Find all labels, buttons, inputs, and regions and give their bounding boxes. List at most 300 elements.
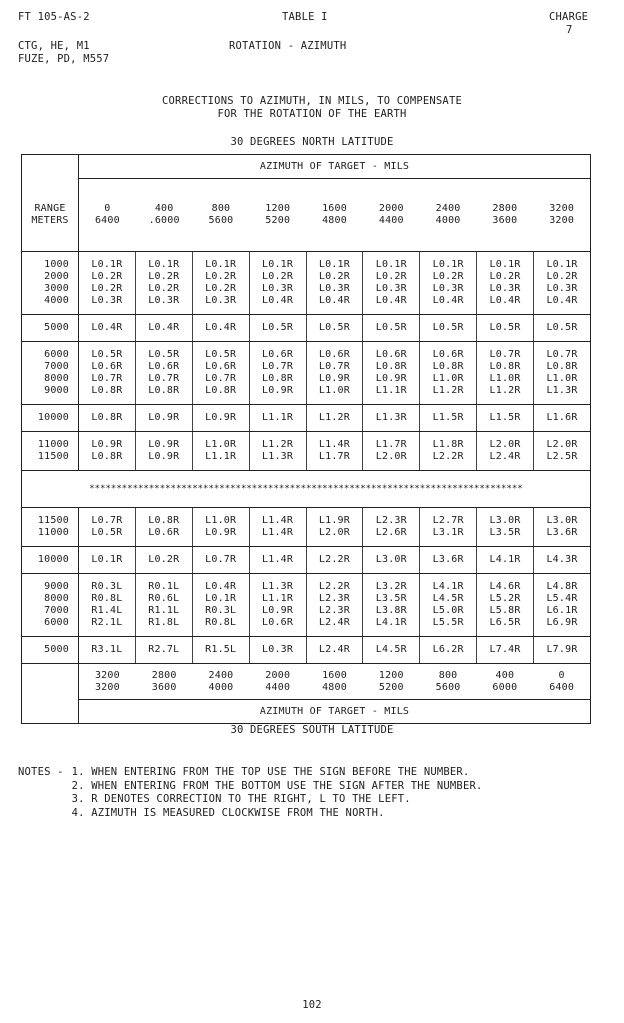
correction-value: L1.1R <box>262 593 294 604</box>
correction-cell <box>249 252 306 315</box>
correction-cell <box>477 508 534 547</box>
range-value: 8000 <box>44 593 69 604</box>
correction-value: L1.6R <box>546 412 578 423</box>
correction-value: R1.4L <box>91 605 123 616</box>
range-value: 5000 <box>44 322 69 333</box>
azimuth-value: 3200 <box>94 681 120 693</box>
hemisphere-separator-row <box>22 471 591 508</box>
top-azimuth-cells <box>79 179 591 252</box>
azimuth-value: 4000 <box>208 681 234 693</box>
azimuth-value: 2800 <box>151 669 177 681</box>
correction-value: L0.8R <box>91 451 123 462</box>
top-azimuth-col <box>249 203 306 227</box>
meters-label: METERS <box>31 214 69 226</box>
azimuth-value: 3600 <box>151 681 177 693</box>
correction-cell <box>534 342 591 405</box>
correction-value: L0.1R <box>205 593 237 604</box>
range-cell <box>22 574 79 637</box>
correction-value: L1.4R <box>262 515 294 526</box>
correction-value: L2.0R <box>546 439 578 450</box>
correction-value: L0.6R <box>262 617 294 628</box>
correction-value: L0.9R <box>91 439 123 450</box>
south-group-row <box>22 547 591 574</box>
correction-cell <box>363 637 420 664</box>
correction-value: L0.6R <box>262 349 294 360</box>
correction-value: L1.8R <box>432 439 464 450</box>
correction-cell <box>192 637 249 664</box>
correction-cell <box>420 637 477 664</box>
azimuth-value: 3200 <box>549 215 575 226</box>
range-cell <box>22 342 79 405</box>
correction-value: L0.9R <box>148 412 180 423</box>
range-value: 11000 <box>37 527 69 538</box>
correction-cell <box>192 574 249 637</box>
correction-cell <box>249 547 306 574</box>
correction-value: L1.5R <box>432 412 464 423</box>
correction-cell <box>534 405 591 432</box>
correction-value: L0.6R <box>432 349 464 360</box>
correction-value: L0.2R <box>489 271 521 282</box>
correction-value: L0.8R <box>148 515 180 526</box>
correction-value: L2.0R <box>318 527 350 538</box>
correction-cell <box>79 432 136 471</box>
correction-value: L4.3R <box>546 554 578 565</box>
azimuth-value: 400 <box>495 669 515 681</box>
range-value: 7000 <box>44 605 69 616</box>
correction-value: L1.4R <box>262 554 294 565</box>
doc-code: FT 105-AS-2 <box>18 11 90 23</box>
correction-cell <box>192 252 249 315</box>
correction-cell <box>420 405 477 432</box>
correction-value: L2.4R <box>318 617 350 628</box>
azimuth-value: 6000 <box>492 681 518 693</box>
correction-value: L0.6R <box>205 361 237 372</box>
azimuth-value: 0 <box>558 669 565 681</box>
correction-value: R3.1L <box>91 644 123 655</box>
correction-value: L1.2R <box>489 385 521 396</box>
azimuth-value: 3200 <box>549 203 575 214</box>
correction-cell <box>135 574 192 637</box>
correction-cell <box>79 342 136 405</box>
correction-cell <box>135 405 192 432</box>
correction-value: L5.5R <box>432 617 464 628</box>
correction-value: R0.8L <box>91 593 123 604</box>
bottom-azimuth-col <box>249 670 306 694</box>
correction-value: L0.5R <box>489 322 521 333</box>
correction-value: L0.3R <box>205 295 237 306</box>
correction-value: L0.8R <box>91 412 123 423</box>
correction-value: L0.1R <box>148 259 180 270</box>
correction-cell <box>363 432 420 471</box>
correction-value: L1.5R <box>489 412 521 423</box>
correction-cell <box>363 547 420 574</box>
top-azimuth-col <box>306 203 363 227</box>
correction-value: L2.5R <box>546 451 578 462</box>
correction-cell <box>477 432 534 471</box>
correction-cell <box>306 342 363 405</box>
azimuth-value: 800 <box>438 669 458 681</box>
correction-value: L4.1R <box>375 617 407 628</box>
azimuth-value: 4400 <box>265 681 291 693</box>
correction-value: L0.1R <box>91 259 123 270</box>
correction-value: L7.4R <box>489 644 521 655</box>
range-value: 9000 <box>44 385 69 396</box>
correction-value: L0.1R <box>375 259 407 270</box>
correction-value: L6.9R <box>546 617 578 628</box>
range-cell <box>22 547 79 574</box>
correction-value: R0.1L <box>148 581 180 592</box>
range-value: 7000 <box>44 361 69 372</box>
correction-value: L2.6R <box>375 527 407 538</box>
correction-value: L0.7R <box>205 554 237 565</box>
correction-value: L0.4R <box>546 295 578 306</box>
correction-value: L0.8R <box>546 361 578 372</box>
range-cell <box>22 315 79 342</box>
correction-value: L0.6R <box>148 361 180 372</box>
correction-cell <box>477 315 534 342</box>
correction-value: L0.2R <box>205 271 237 282</box>
correction-value: L0.7R <box>91 515 123 526</box>
azimuth-value: 2400 <box>435 203 461 214</box>
correction-cell <box>477 637 534 664</box>
correction-value: L0.2R <box>91 271 123 282</box>
cartridge-line: CTG, HE, M1 <box>18 40 90 52</box>
bottom-azimuth-col <box>79 670 136 694</box>
correction-value: L2.7R <box>432 515 464 526</box>
correction-value: R1.5L <box>205 644 237 655</box>
bottom-azimuth-col <box>193 670 250 694</box>
correction-value: L1.0R <box>318 385 350 396</box>
correction-value: L0.2R <box>432 271 464 282</box>
correction-value: L1.2R <box>318 412 350 423</box>
correction-value: L0.2R <box>318 271 350 282</box>
range-cell <box>22 252 79 315</box>
correction-value: L3.0R <box>489 515 521 526</box>
bottom-azimuth-col <box>420 670 477 694</box>
correction-value: L0.1R <box>546 259 578 270</box>
range-cell <box>22 405 79 432</box>
correction-value: L0.5R <box>318 322 350 333</box>
correction-cell <box>306 432 363 471</box>
correction-value: L2.0R <box>375 451 407 462</box>
correction-cell <box>79 315 136 342</box>
correction-value: L5.8R <box>489 605 521 616</box>
notes-section <box>18 766 483 820</box>
correction-value: L0.4R <box>318 295 350 306</box>
correction-cell <box>192 547 249 574</box>
correction-value: L0.8R <box>205 385 237 396</box>
correction-value: L7.9R <box>546 644 578 655</box>
azimuth-value: 4800 <box>322 215 347 226</box>
azimuth-value: 1600 <box>322 203 347 214</box>
correction-value: L1.3R <box>262 581 294 592</box>
bottom-azimuth-col <box>136 670 193 694</box>
correction-value: L0.9R <box>205 527 237 538</box>
charge-value: 7 <box>566 24 573 36</box>
azimuth-value: 5600 <box>435 681 461 693</box>
correction-value: R2.7L <box>148 644 180 655</box>
range-value: 11000 <box>37 439 69 450</box>
range-value: 5000 <box>44 644 69 655</box>
correction-value: L0.7R <box>91 373 123 384</box>
bottom-azimuth-cells <box>79 664 591 700</box>
intro-line-2: FOR THE ROTATION OF THE EARTH <box>217 108 407 120</box>
correction-cell <box>249 342 306 405</box>
south-group-row <box>22 574 591 637</box>
azimuth-value: 2000 <box>378 203 404 214</box>
azimuth-header-bottom: AZIMUTH OF TARGET - MILS <box>79 700 591 724</box>
correction-value: L0.9R <box>262 385 294 396</box>
correction-value: L1.0R <box>205 515 237 526</box>
correction-value: R0.3L <box>205 605 237 616</box>
correction-value: L2.2R <box>318 581 350 592</box>
correction-value: L0.2R <box>148 554 180 565</box>
correction-cell <box>79 252 136 315</box>
bottom-azimuth-row <box>22 664 591 700</box>
correction-value: L0.3R <box>262 283 294 294</box>
azimuth-value: 4000 <box>435 215 461 226</box>
correction-value: L2.3R <box>375 515 407 526</box>
correction-cell <box>249 574 306 637</box>
correction-value: R1.1L <box>148 605 180 616</box>
correction-value: L1.3R <box>375 412 407 423</box>
correction-value: L0.1R <box>205 259 237 270</box>
correction-cell <box>306 405 363 432</box>
correction-value: L0.1R <box>489 259 521 270</box>
correction-cell <box>534 315 591 342</box>
range-meters-label <box>22 179 79 252</box>
correction-cell <box>363 342 420 405</box>
correction-value: L0.4R <box>432 295 464 306</box>
correction-cell <box>306 574 363 637</box>
correction-value: L0.3R <box>375 283 407 294</box>
range-label: RANGE <box>34 202 66 214</box>
note-item: 2. WHEN ENTERING FROM THE BOTTOM USE THE SIGN AFTER THE NUMBER. <box>71 779 483 792</box>
bottom-azimuth-header-row <box>22 700 591 724</box>
correction-cell <box>135 637 192 664</box>
correction-value: L4.6R <box>489 581 521 592</box>
correction-value: L0.3R <box>546 283 578 294</box>
correction-value: L0.3R <box>262 644 294 655</box>
range-header-cell <box>22 155 79 179</box>
correction-value: L1.0R <box>489 373 521 384</box>
north-group-row <box>22 315 591 342</box>
note-item: 3. R DENOTES CORRECTION TO THE RIGHT, L TO THE LEFT. <box>71 793 411 805</box>
top-azimuth-col <box>420 203 477 227</box>
correction-value: R2.1L <box>91 617 123 628</box>
correction-cell <box>363 508 420 547</box>
correction-value: L0.3R <box>432 283 464 294</box>
correction-cell <box>420 574 477 637</box>
correction-value: L6.1R <box>546 605 578 616</box>
correction-value: L0.5R <box>546 322 578 333</box>
azimuth-value: 2000 <box>265 669 291 681</box>
correction-value: L0.2R <box>148 283 180 294</box>
correction-cell <box>534 508 591 547</box>
range-value: 6000 <box>44 349 69 360</box>
correction-value: R0.6L <box>148 593 180 604</box>
azimuth-value: 3200 <box>94 669 120 681</box>
correction-value: L0.9R <box>148 451 180 462</box>
correction-value: L3.1R <box>432 527 464 538</box>
correction-value: L1.1R <box>205 451 237 462</box>
azimuth-value: 6400 <box>549 681 575 693</box>
range-value: 8000 <box>44 373 69 384</box>
correction-cell <box>135 342 192 405</box>
correction-cell <box>306 637 363 664</box>
azimuth-value: 400 <box>154 203 174 214</box>
azimuth-value: 5200 <box>378 681 404 693</box>
azimuth-value: 1200 <box>265 203 291 214</box>
correction-cell <box>249 405 306 432</box>
correction-value: R0.3L <box>91 581 123 592</box>
azimuth-value: 1600 <box>322 669 347 681</box>
bottom-azimuth-col <box>363 670 420 694</box>
correction-value: L2.3R <box>318 593 350 604</box>
correction-value: L0.5R <box>148 349 180 360</box>
south-group-row <box>22 508 591 547</box>
correction-cell <box>477 405 534 432</box>
azimuth-value: 4800 <box>322 681 347 693</box>
correction-value: L0.2R <box>262 271 294 282</box>
note-item: 4. AZIMUTH IS MEASURED CLOCKWISE FROM THE NORTH. <box>71 806 385 819</box>
correction-cell <box>192 315 249 342</box>
range-cell <box>22 508 79 547</box>
azimuth-value: 800 <box>211 203 231 214</box>
correction-cell <box>363 252 420 315</box>
azimuth-value: .6000 <box>148 215 180 226</box>
correction-value: L2.4R <box>318 644 350 655</box>
correction-value: L0.5R <box>205 349 237 360</box>
top-azimuth-col <box>193 203 250 227</box>
correction-value: L0.2R <box>91 283 123 294</box>
asterisk-separator: ******************************************************************************** <box>22 471 591 508</box>
correction-value: L0.4R <box>262 295 294 306</box>
correction-value: L0.9R <box>205 412 237 423</box>
correction-value: L0.4R <box>205 322 237 333</box>
charge-label: CHARGE <box>549 11 589 23</box>
south-latitude-label: 30 DEGREES SOUTH LATITUDE <box>230 724 394 736</box>
correction-value: L2.4R <box>489 451 521 462</box>
correction-value: L0.9R <box>148 439 180 450</box>
azimuth-value: 5200 <box>265 215 291 226</box>
correction-cell <box>306 315 363 342</box>
correction-cell <box>534 547 591 574</box>
range-value: 6000 <box>44 617 69 628</box>
correction-cell <box>79 574 136 637</box>
correction-cell <box>306 508 363 547</box>
azimuth-value: 0 <box>104 203 111 214</box>
correction-value: L0.9R <box>262 605 294 616</box>
azimuth-value: 3600 <box>492 215 518 226</box>
correction-value: L0.1R <box>262 259 294 270</box>
north-latitude-label: 30 DEGREES NORTH LATITUDE <box>230 136 394 148</box>
correction-value: L6.2R <box>432 644 464 655</box>
correction-value: L0.4R <box>205 581 237 592</box>
correction-value: L4.5R <box>432 593 464 604</box>
correction-cell <box>363 574 420 637</box>
correction-value: L1.3R <box>546 385 578 396</box>
correction-cell <box>420 432 477 471</box>
correction-value: R1.8L <box>148 617 180 628</box>
correction-value: L0.4R <box>489 295 521 306</box>
correction-cell <box>249 637 306 664</box>
correction-value: L0.5R <box>262 322 294 333</box>
top-azimuth-col <box>533 203 590 227</box>
table-number: TABLE I <box>282 11 328 23</box>
correction-value: L1.2R <box>262 439 294 450</box>
correction-cell <box>79 547 136 574</box>
range-value: 9000 <box>44 581 69 592</box>
correction-value: L0.4R <box>91 322 123 333</box>
note-item: 1. WHEN ENTERING FROM THE TOP USE THE SIGN BEFORE THE NUMBER. <box>71 766 470 778</box>
azimuth-correction-table <box>21 154 591 724</box>
correction-value: L5.2R <box>489 593 521 604</box>
correction-cell <box>420 342 477 405</box>
table-subtitle: ROTATION - AZIMUTH <box>229 40 347 52</box>
correction-value: L2.3R <box>318 605 350 616</box>
correction-cell <box>79 405 136 432</box>
correction-value: L0.8R <box>262 373 294 384</box>
correction-value: L1.1R <box>375 385 407 396</box>
correction-cell <box>79 637 136 664</box>
correction-cell <box>420 547 477 574</box>
correction-cell <box>534 574 591 637</box>
correction-value: L0.5R <box>375 322 407 333</box>
correction-cell <box>477 547 534 574</box>
azimuth-value: 6400 <box>94 215 120 226</box>
correction-value: L3.8R <box>375 605 407 616</box>
correction-value: L0.3R <box>318 283 350 294</box>
correction-value: L0.5R <box>91 527 123 538</box>
azimuth-value: 2800 <box>492 203 518 214</box>
north-group-row <box>22 432 591 471</box>
correction-value: L5.4R <box>546 593 578 604</box>
correction-value: L1.2R <box>432 385 464 396</box>
correction-cell <box>306 547 363 574</box>
correction-value: L0.6R <box>318 349 350 360</box>
range-value: 10000 <box>37 554 69 565</box>
range-value: 4000 <box>44 295 69 306</box>
correction-value: L4.1R <box>489 554 521 565</box>
correction-value: L0.7R <box>205 373 237 384</box>
north-group-row <box>22 252 591 315</box>
correction-value: L0.7R <box>318 361 350 372</box>
correction-value: L3.0R <box>546 515 578 526</box>
correction-value: L3.0R <box>375 554 407 565</box>
correction-cell <box>534 252 591 315</box>
bottom-azimuth-col <box>533 670 590 694</box>
correction-cell <box>477 252 534 315</box>
correction-value: L2.2R <box>318 554 350 565</box>
correction-value: L3.6R <box>546 527 578 538</box>
correction-value: L0.6R <box>148 527 180 538</box>
correction-value: L0.7R <box>546 349 578 360</box>
correction-cell <box>477 342 534 405</box>
page-number: 102 <box>302 999 322 1011</box>
correction-value: L0.7R <box>489 349 521 360</box>
correction-value: L0.4R <box>148 322 180 333</box>
azimuth-header-top: AZIMUTH OF TARGET - MILS <box>79 155 591 179</box>
correction-value: L0.5R <box>91 349 123 360</box>
correction-value: L3.6R <box>432 554 464 565</box>
correction-value: L5.0R <box>432 605 464 616</box>
correction-value: L1.0R <box>205 439 237 450</box>
correction-value: L0.2R <box>148 271 180 282</box>
range-value: 11500 <box>37 451 69 462</box>
correction-value: L4.5R <box>375 644 407 655</box>
correction-value: L0.1R <box>318 259 350 270</box>
